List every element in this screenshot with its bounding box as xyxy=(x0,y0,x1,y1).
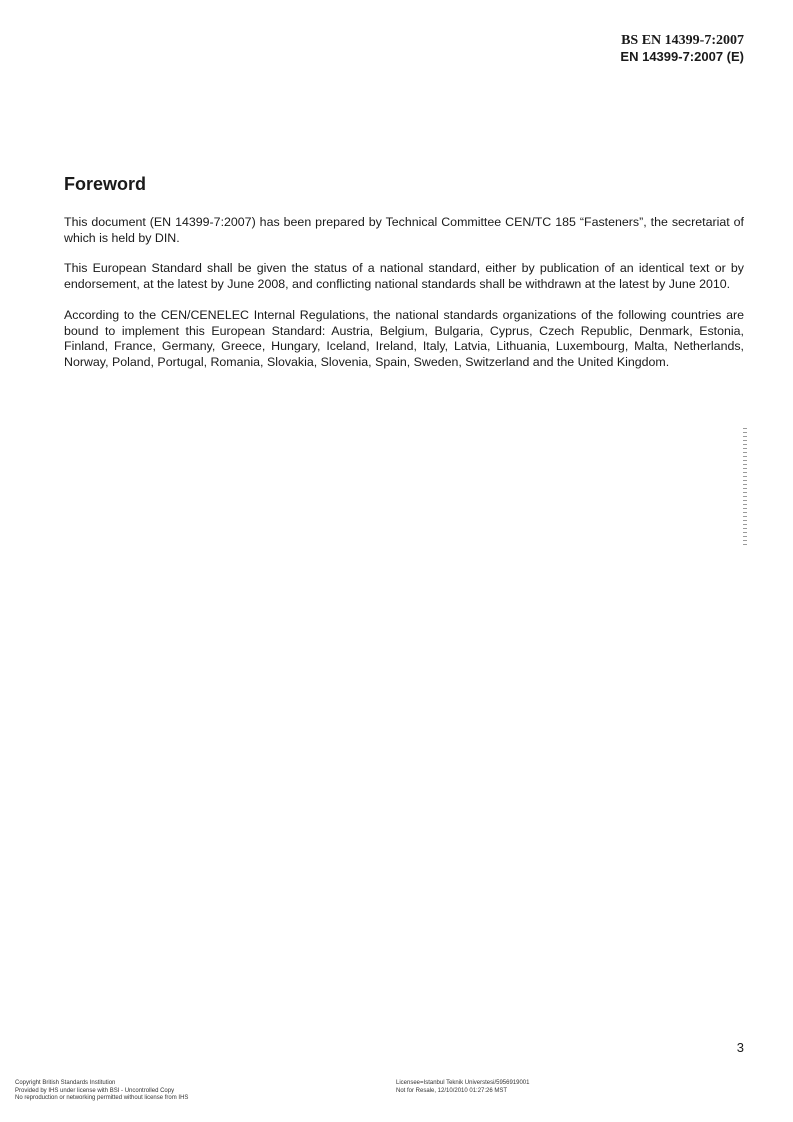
paragraph-committee: This document (EN 14399-7:2007) has been prepared by Technical Committee CEN/TC 185 “Fasteners”, the secretariat of which is held by DIN. xyxy=(64,215,744,245)
foreword-body xyxy=(64,215,744,386)
footer-line: Copyright British Standards Institution xyxy=(15,1080,116,1086)
footer-line: No reproduction or networking permitted without license from IHS xyxy=(15,1095,189,1101)
footer-license xyxy=(396,1080,529,1095)
page-number: 3 xyxy=(736,1040,744,1055)
footer-line: Licensee=Istanbul Teknik Universtesi/5956919001 xyxy=(396,1080,530,1086)
section-title: Foreword xyxy=(64,174,147,194)
paragraph-countries: According to the CEN/CENELEC Internal Regulations, the national standards organizations of the following countries are bound to implement this European Standard: Austria, Belgium, Bulgaria, Cyprus, Czech Republic, Denmark, Estonia, Finland, France, Germany, Greece, Hungary, Iceland, Ireland, Italy, Latvia, Lithuania, Luxembourg, Malta, Netherlands, Norway, Poland, Portugal, Romania, Slovakia, Slovenia, Spain, Sweden, Switzerland and the United Kingdom. xyxy=(64,307,744,369)
margin-dotted-mark xyxy=(743,428,747,546)
document-reference xyxy=(620,33,744,64)
footer-line: Not for Resale, 12/10/2010 01:27:26 MST xyxy=(396,1087,508,1094)
en-standard-number: EN 14399-7:2007 (E) xyxy=(620,49,744,64)
bs-standard-number: BS EN 14399-7:2007 xyxy=(621,33,744,48)
footer-line: Provided by IHS under license with BSI - Uncontrolled Copy xyxy=(15,1087,175,1094)
paragraph-status: This European Standard shall be given the status of a national standard, either by publication of an identical text or by endorsement, at the latest by June 2008, and conflicting national standards shall be withdrawn at the latest by June 2010. xyxy=(64,261,744,292)
footer-copyright xyxy=(15,1080,188,1103)
